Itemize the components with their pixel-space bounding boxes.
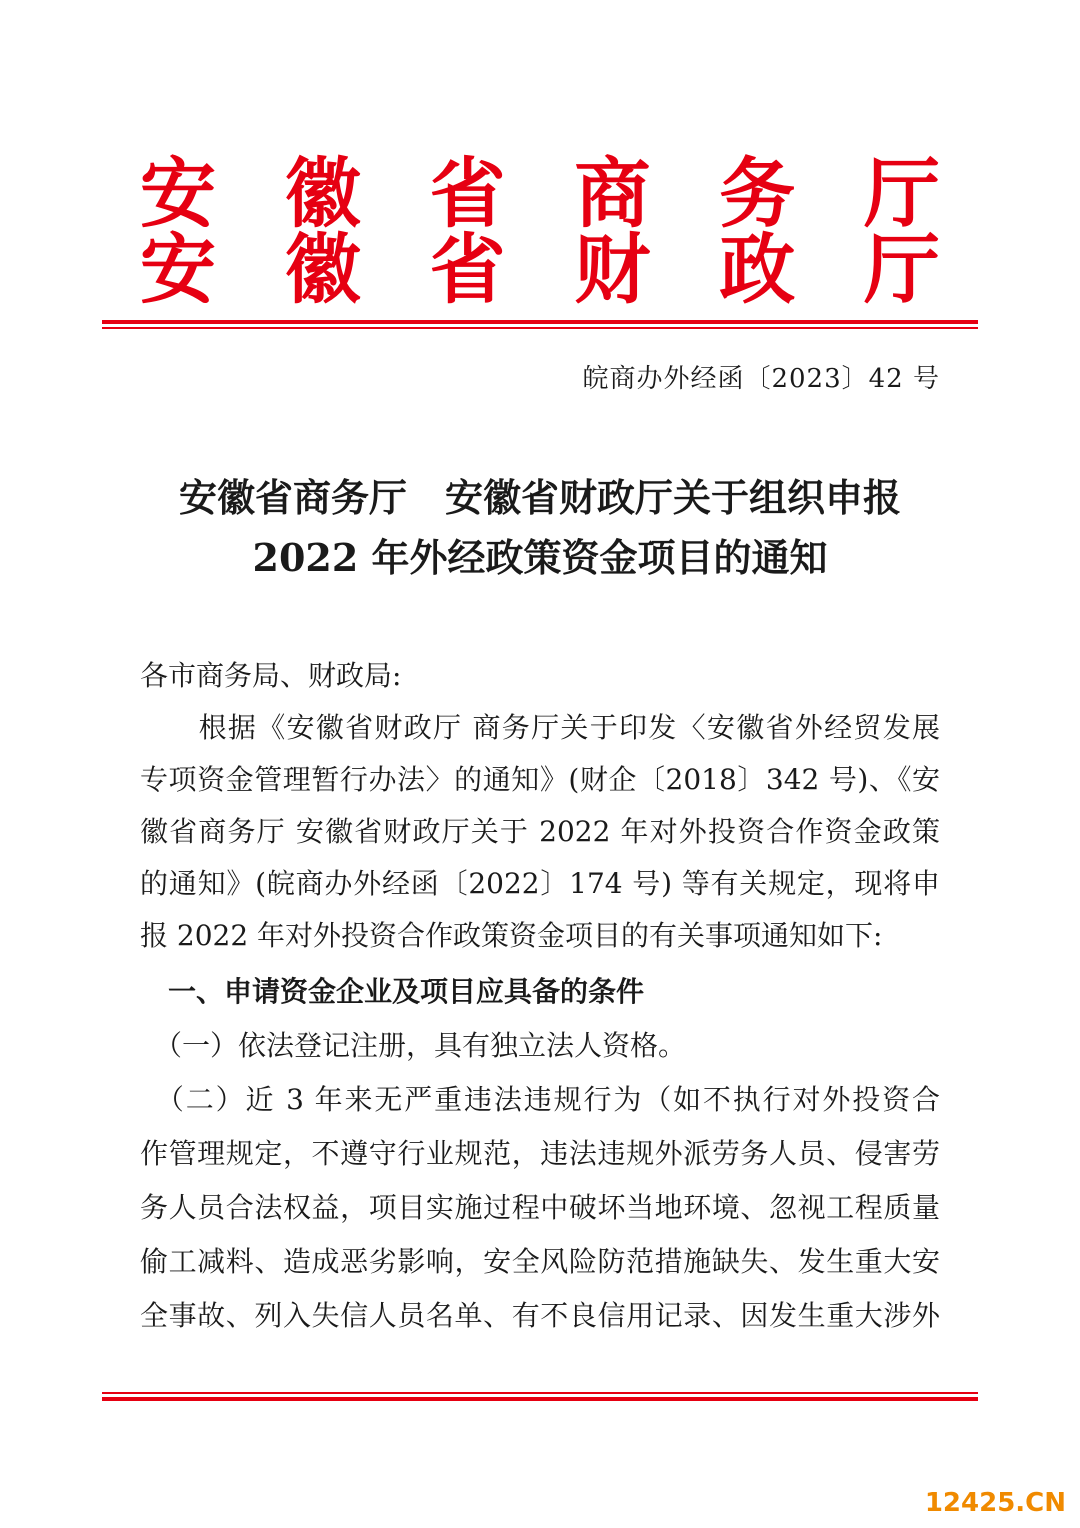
paragraph-line: 务人员合法权益，项目实施过程中破坏当地环境、忽视工程质量: [140, 1191, 940, 1224]
footer-rule-thin: [102, 1392, 978, 1394]
issuer-header-commerce: [140, 149, 940, 238]
header-char: 政: [719, 225, 796, 314]
header-rule-thick: [102, 320, 978, 324]
site-watermark: 12425.CN: [924, 1488, 1066, 1518]
header-char: 商: [574, 149, 651, 238]
list-item: （一）依法登记注册，具有独立法人资格。: [140, 1029, 687, 1062]
header-char: 厅: [863, 225, 940, 314]
header-char: 安: [140, 225, 216, 314]
header-char: 徽: [284, 149, 361, 238]
title-line-1: 安徽省商务厅 安徽省财政厅关于组织申报: [178, 475, 901, 520]
header-rule-thin: [102, 327, 978, 329]
paragraph-line: 作管理规定，不遵守行业规范，违法违规外派劳务人员、侵害劳: [140, 1137, 940, 1170]
section-heading: 一、申请资金企业及项目应具备的条件: [140, 975, 645, 1008]
paragraph-line: 徽省商务厅 安徽省财政厅关于 2022 年对外投资合作资金政策: [140, 815, 940, 848]
salutation: 各市商务局、财政局:: [140, 659, 402, 692]
header-char: 省: [429, 225, 506, 314]
header-char: 财: [574, 225, 651, 314]
paragraph-line: 根据《安徽省财政厅 商务厅关于印发〈安徽省外经贸发展: [140, 711, 940, 744]
paragraph-line: 报 2022 年对外投资合作政策资金项目的有关事项通知如下:: [140, 919, 883, 952]
header-char: 省: [429, 149, 506, 238]
paragraph-line: （二）近 3 年来无严重违法违规行为（如不执行对外投资合: [140, 1083, 940, 1116]
paragraph-line: 偷工减料、造成恶劣影响，安全风险防范措施缺失、发生重大安: [140, 1245, 940, 1278]
document-number: 皖商办外经函〔2023〕42 号: [582, 364, 940, 394]
issuer-header-finance: [140, 225, 940, 314]
footer-rule-thick: [102, 1397, 978, 1401]
paragraph-line: 全事故、列入失信人员名单、有不良信用记录、因发生重大涉外: [140, 1299, 940, 1332]
title-line-2: 2022 年外经政策资金项目的通知: [252, 535, 828, 580]
header-char: 厅: [863, 149, 940, 238]
header-char: 务: [719, 149, 796, 238]
header-char: 安: [140, 149, 216, 238]
paragraph-line: 的通知》(皖商办外经函〔2022〕174 号) 等有关规定，现将申: [140, 867, 940, 900]
header-char: 徽: [284, 225, 361, 314]
paragraph-line: 专项资金管理暂行办法〉的通知》(财企〔2018〕342 号)、《安: [140, 763, 940, 796]
